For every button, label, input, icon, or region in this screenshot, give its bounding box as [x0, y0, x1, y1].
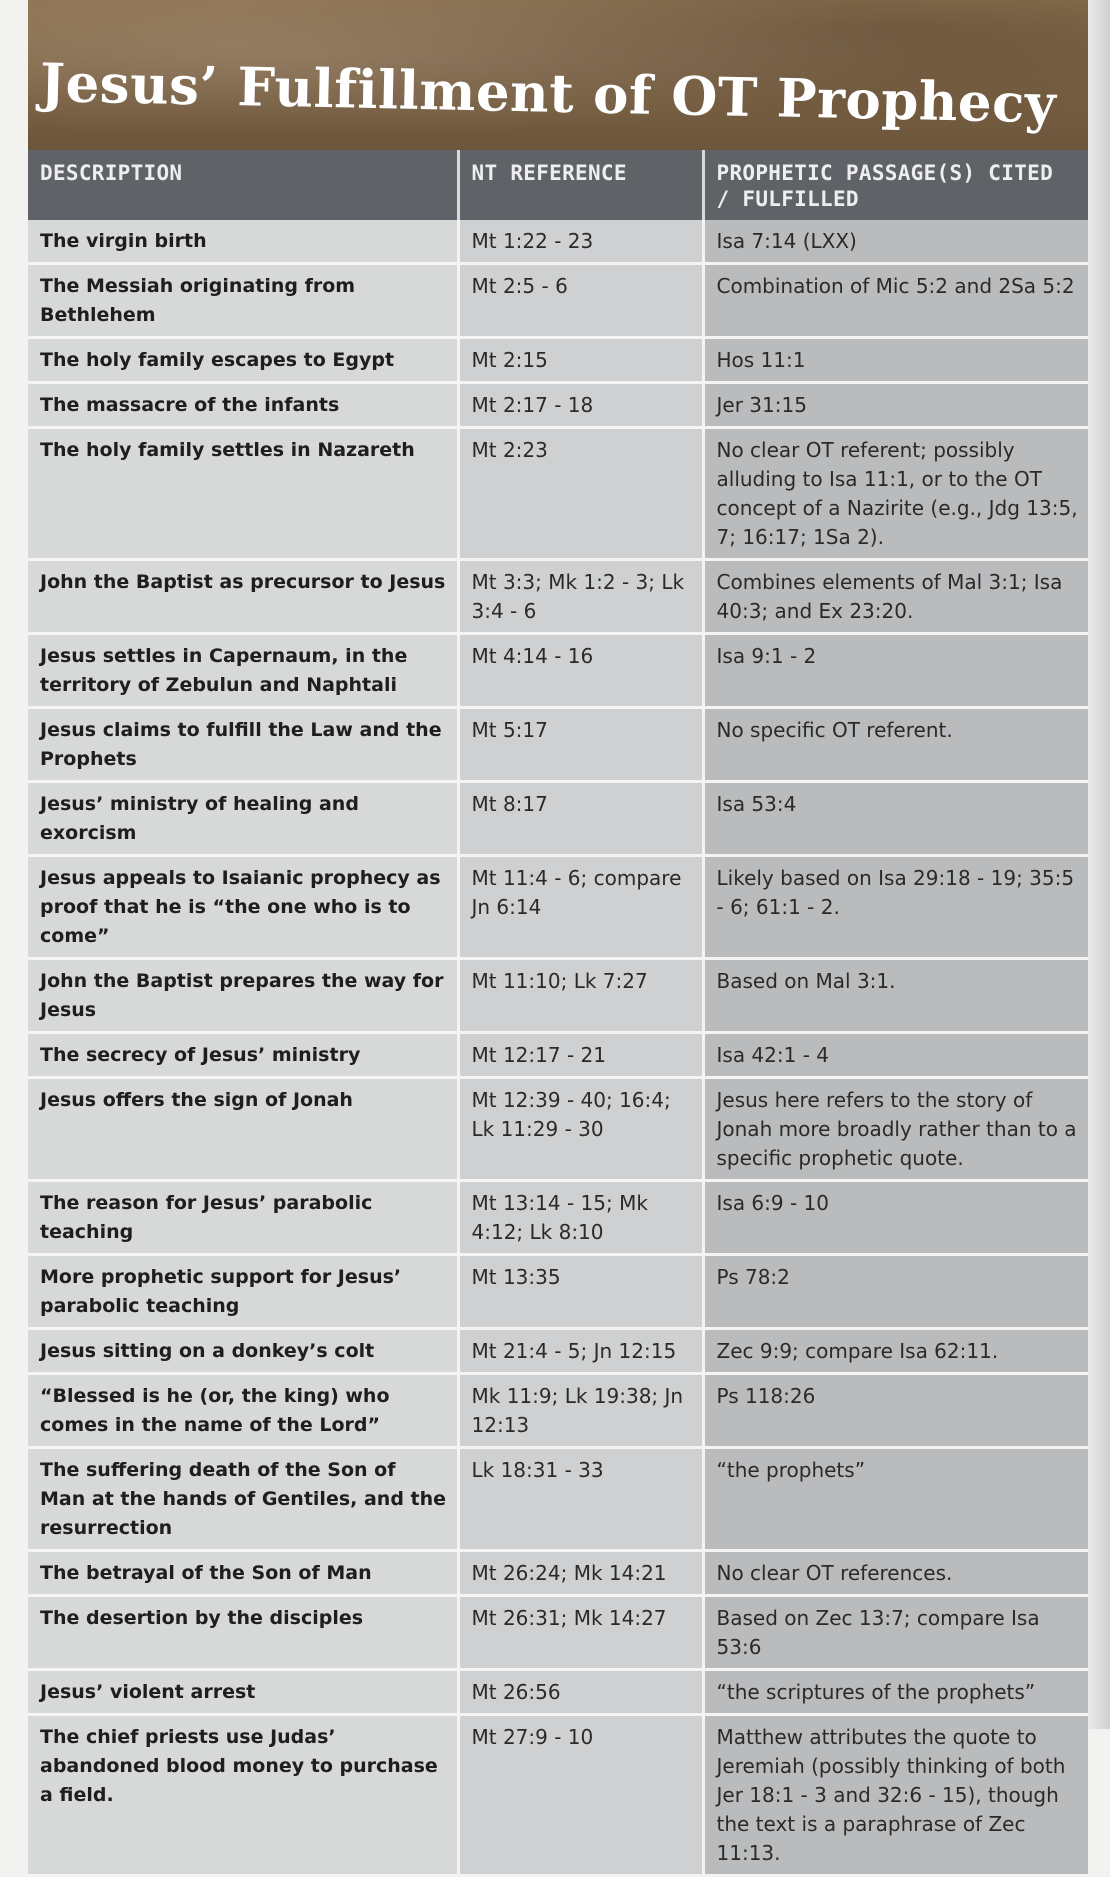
row-nt-reference: Mt 27:9 - 10 — [458, 1715, 703, 1876]
header-prophetic-passage: PROPHETIC PASSAGE(S) CITED / FULFILLED — [703, 150, 1088, 220]
header-nt-reference: NT REFERENCE — [458, 150, 703, 220]
table-body — [28, 220, 1088, 1876]
table-row — [28, 1033, 1088, 1078]
row-description: The holy family settles in Nazareth — [28, 428, 458, 560]
table-row — [28, 708, 1088, 782]
row-description: Jesus claims to fulfill the Law and the Prophets — [28, 708, 458, 782]
row-prophetic-passage: Combination of Mic 5:2 and 2Sa 5:2 — [703, 264, 1088, 338]
row-prophetic-passage: No clear OT referent; possibly alluding to Isa 11:1, or to the OT concept of a Nazirite (e.g., Jdg 13:5, 7; 16:17; 1Sa 2). — [703, 428, 1088, 560]
table-header-row — [28, 150, 1088, 220]
row-nt-reference: Mt 4:14 - 16 — [458, 634, 703, 708]
table-row — [28, 1078, 1088, 1181]
row-description: Jesus’ ministry of healing and exorcism — [28, 782, 458, 856]
row-nt-reference: Mt 2:15 — [458, 338, 703, 383]
page-title: Jesus’ Fulfillment of OT Prophecy — [39, 52, 1057, 136]
row-description: The Messiah originating from Bethlehem — [28, 264, 458, 338]
row-prophetic-passage: Combines elements of Mal 3:1; Isa 40:3; and Ex 23:20. — [703, 560, 1088, 634]
row-nt-reference: Mt 12:17 - 21 — [458, 1033, 703, 1078]
prophecy-table — [28, 150, 1088, 1877]
table-row — [28, 1374, 1088, 1448]
row-prophetic-passage: Isa 7:14 (LXX) — [703, 220, 1088, 264]
row-nt-reference: Mt 26:56 — [458, 1670, 703, 1715]
row-description: Jesus appeals to Isaianic prophecy as proof that he is “the one who is to come” — [28, 856, 458, 959]
row-nt-reference: Mt 11:10; Lk 7:27 — [458, 959, 703, 1033]
table-row — [28, 264, 1088, 338]
row-nt-reference: Mk 11:9; Lk 19:38; Jn 12:13 — [458, 1374, 703, 1448]
row-prophetic-passage: Matthew attributes the quote to Jeremiah (possibly thinking of both Jer 18:1 - 3 and 32:6 - 15), though the text is a paraphrase of Zec 11:13. — [703, 1715, 1088, 1876]
row-nt-reference: Mt 2:5 - 6 — [458, 264, 703, 338]
table-row — [28, 856, 1088, 959]
row-nt-reference: Mt 26:24; Mk 14:21 — [458, 1551, 703, 1596]
table-row — [28, 1551, 1088, 1596]
row-nt-reference: Mt 21:4 - 5; Jn 12:15 — [458, 1329, 703, 1374]
row-nt-reference: Mt 3:3; Mk 1:2 - 3; Lk 3:4 - 6 — [458, 560, 703, 634]
row-description: The virgin birth — [28, 220, 458, 264]
row-prophetic-passage: Jer 31:15 — [703, 383, 1088, 428]
row-description: The suffering death of the Son of Man at the hands of Gentiles, and the resurrection — [28, 1448, 458, 1551]
row-prophetic-passage: Isa 9:1 - 2 — [703, 634, 1088, 708]
header-description: DESCRIPTION — [28, 150, 458, 220]
row-description: The secrecy of Jesus’ ministry — [28, 1033, 458, 1078]
row-prophetic-passage: No specific OT referent. — [703, 708, 1088, 782]
row-prophetic-passage: Ps 118:26 — [703, 1374, 1088, 1448]
table-row — [28, 1715, 1088, 1876]
row-prophetic-passage: Isa 53:4 — [703, 782, 1088, 856]
row-description: The betrayal of the Son of Man — [28, 1551, 458, 1596]
row-description: The massacre of the infants — [28, 383, 458, 428]
row-description: The holy family escapes to Egypt — [28, 338, 458, 383]
book-page — [28, 0, 1088, 1865]
table-row — [28, 959, 1088, 1033]
table-row — [28, 1448, 1088, 1551]
table-row — [28, 1670, 1088, 1715]
row-prophetic-passage: Likely based on Isa 29:18 - 19; 35:5 - 6; 61:1 - 2. — [703, 856, 1088, 959]
table-row — [28, 428, 1088, 560]
row-description: John the Baptist as precursor to Jesus — [28, 560, 458, 634]
row-nt-reference: Mt 2:17 - 18 — [458, 383, 703, 428]
row-prophetic-passage: Isa 6:9 - 10 — [703, 1181, 1088, 1255]
row-prophetic-passage: Based on Zec 13:7; compare Isa 53:6 — [703, 1596, 1088, 1670]
row-prophetic-passage: No clear OT references. — [703, 1551, 1088, 1596]
row-prophetic-passage: “the prophets” — [703, 1448, 1088, 1551]
row-prophetic-passage: “the scriptures of the prophets” — [703, 1670, 1088, 1715]
row-description: More prophetic support for Jesus’ parabolic teaching — [28, 1255, 458, 1329]
table-row — [28, 220, 1088, 264]
row-prophetic-passage: Hos 11:1 — [703, 338, 1088, 383]
row-nt-reference: Mt 5:17 — [458, 708, 703, 782]
row-description: Jesus sitting on a donkey’s colt — [28, 1329, 458, 1374]
row-description: Jesus’ violent arrest — [28, 1670, 458, 1715]
table-row — [28, 338, 1088, 383]
row-nt-reference: Mt 8:17 — [458, 782, 703, 856]
table-row — [28, 1181, 1088, 1255]
row-nt-reference: Mt 13:35 — [458, 1255, 703, 1329]
table-row — [28, 1596, 1088, 1670]
table-row — [28, 560, 1088, 634]
table-row — [28, 1329, 1088, 1374]
row-nt-reference: Mt 11:4 - 6; compare Jn 6:14 — [458, 856, 703, 959]
row-description: Jesus settles in Capernaum, in the territory of Zebulun and Naphtali — [28, 634, 458, 708]
row-nt-reference: Mt 1:22 - 23 — [458, 220, 703, 264]
row-prophetic-passage: Based on Mal 3:1. — [703, 959, 1088, 1033]
table-row — [28, 782, 1088, 856]
row-description: “Blessed is he (or, the king) who comes in the name of the Lord” — [28, 1374, 458, 1448]
title-banner — [28, 0, 1088, 150]
row-nt-reference: Mt 13:14 - 15; Mk 4:12; Lk 8:10 — [458, 1181, 703, 1255]
row-nt-reference: Mt 26:31; Mk 14:27 — [458, 1596, 703, 1670]
table-row — [28, 634, 1088, 708]
row-prophetic-passage: Zec 9:9; compare Isa 62:11. — [703, 1329, 1088, 1374]
row-description: The desertion by the disciples — [28, 1596, 458, 1670]
row-prophetic-passage: Jesus here refers to the story of Jonah more broadly rather than to a specific prophetic quote. — [703, 1078, 1088, 1181]
row-description: The reason for Jesus’ parabolic teaching — [28, 1181, 458, 1255]
row-nt-reference: Mt 12:39 - 40; 16:4; Lk 11:29 - 30 — [458, 1078, 703, 1181]
row-description: Jesus offers the sign of Jonah — [28, 1078, 458, 1181]
table-row — [28, 1255, 1088, 1329]
row-description: John the Baptist prepares the way for Jesus — [28, 959, 458, 1033]
row-description: The chief priests use Judas’ abandoned blood money to purchase a field. — [28, 1715, 458, 1876]
row-prophetic-passage: Ps 78:2 — [703, 1255, 1088, 1329]
row-nt-reference: Lk 18:31 - 33 — [458, 1448, 703, 1551]
page-edge-shadow — [1088, 0, 1110, 1729]
row-prophetic-passage: Isa 42:1 - 4 — [703, 1033, 1088, 1078]
row-nt-reference: Mt 2:23 — [458, 428, 703, 560]
table-row — [28, 383, 1088, 428]
